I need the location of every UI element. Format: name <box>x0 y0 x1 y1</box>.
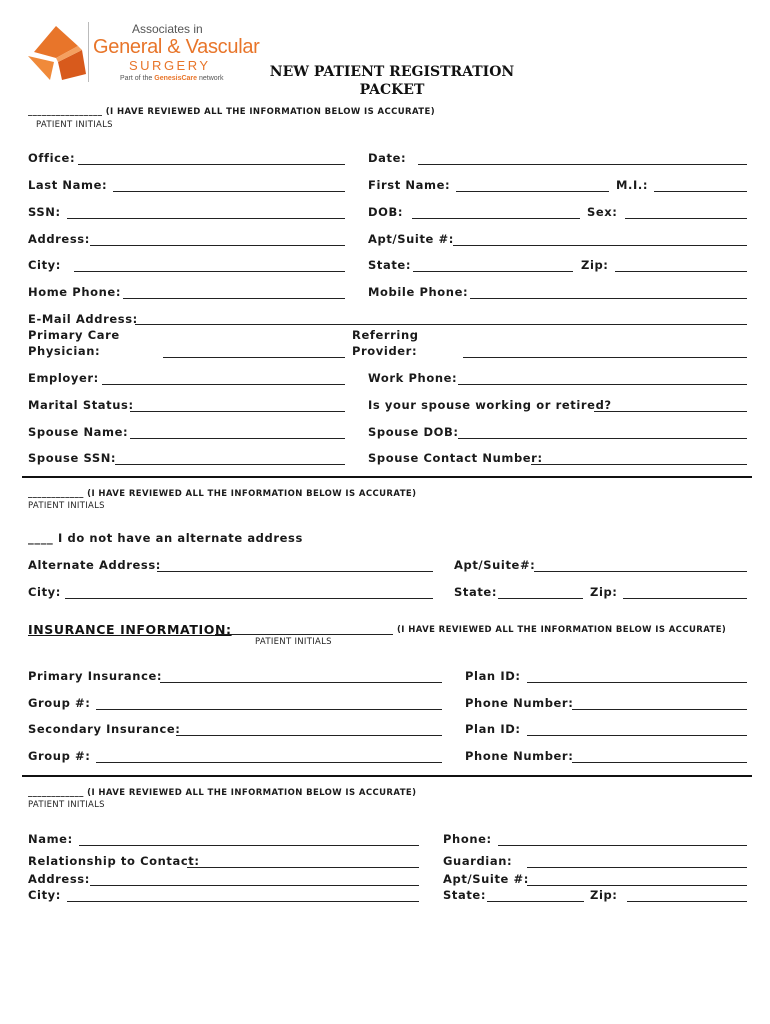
patient-initials-label: PATIENT INITIALS <box>255 637 332 647</box>
alt-city-field[interactable] <box>65 598 433 599</box>
address-label: Address: <box>28 232 90 246</box>
alt-address-field[interactable] <box>157 571 433 572</box>
referring-field[interactable] <box>463 357 747 358</box>
logo-line-2: General & Vascular <box>93 36 260 58</box>
sex-field[interactable] <box>625 218 747 219</box>
city-label: City: <box>28 258 61 272</box>
phone-1-field[interactable] <box>572 709 747 710</box>
sex-label: Sex: <box>587 205 618 219</box>
address-field[interactable] <box>90 245 345 246</box>
logo-line-1: Associates in <box>132 22 203 36</box>
home-phone-label: Home Phone: <box>28 285 122 299</box>
work-phone-label: Work Phone: <box>368 371 458 385</box>
alt-zip-label: Zip: <box>590 585 618 599</box>
attestation-4: ____________ (I HAVE REVIEWED ALL THE INFORMATION BELOW IS ACCURATE) <box>28 788 417 798</box>
primary-insurance-label: Primary Insurance: <box>28 669 163 683</box>
ssn-label: SSN: <box>28 205 61 219</box>
alt-state-field[interactable] <box>498 598 583 599</box>
alt-city-label: City: <box>28 585 61 599</box>
relationship-field[interactable] <box>187 867 419 868</box>
office-label: Office: <box>28 151 76 165</box>
group-1-field[interactable] <box>96 709 442 710</box>
insurance-heading: INSURANCE INFORMATION: <box>28 622 232 637</box>
last-name-field[interactable] <box>113 191 345 192</box>
alt-state-label: State: <box>454 585 498 599</box>
city-field[interactable] <box>74 271 345 272</box>
last-name-label: Last Name: <box>28 178 108 192</box>
patient-initials-label: PATIENT INITIALS <box>28 501 105 511</box>
contact-address-label: Address: <box>28 872 90 886</box>
secondary-insurance-label: Secondary Insurance: <box>28 722 181 736</box>
office-field[interactable] <box>78 164 345 165</box>
alt-zip-field[interactable] <box>623 598 747 599</box>
contact-apt-field[interactable] <box>527 885 747 886</box>
apt-field[interactable] <box>453 245 747 246</box>
marital-label: Marital Status: <box>28 398 134 412</box>
employer-field[interactable] <box>102 384 345 385</box>
state-label: State: <box>368 258 412 272</box>
phone-2-label: Phone Number: <box>465 749 574 763</box>
section-divider <box>22 775 752 777</box>
plan-id-1-field[interactable] <box>527 682 747 683</box>
group-2-label: Group #: <box>28 749 91 763</box>
employer-label: Employer: <box>28 371 99 385</box>
attestation-2: ____________ (I HAVE REVIEWED ALL THE INFORMATION BELOW IS ACCURATE) <box>28 489 417 499</box>
contact-name-field[interactable] <box>79 845 419 846</box>
page-title: NEW PATIENT REGISTRATION PACKET <box>269 64 515 98</box>
plan-id-1-label: Plan ID: <box>465 669 521 683</box>
zip-label: Zip: <box>581 258 609 272</box>
mobile-phone-field[interactable] <box>470 298 747 299</box>
spouse-ssn-field[interactable] <box>115 464 345 465</box>
contact-city-label: City: <box>28 888 61 902</box>
spouse-working-label: Is your spouse working or retired? <box>368 398 612 412</box>
phone-2-field[interactable] <box>572 762 747 763</box>
work-phone-field[interactable] <box>458 384 747 385</box>
zip-field[interactable] <box>615 271 747 272</box>
contact-city-field[interactable] <box>67 901 419 902</box>
alt-apt-label: Apt/Suite#: <box>454 558 536 572</box>
guardian-label: Guardian: <box>443 854 513 868</box>
group-2-field[interactable] <box>96 762 442 763</box>
relationship-label: Relationship to Contact: <box>28 854 200 868</box>
no-alternate-address[interactable]: ____ I do not have an alternate address <box>28 531 303 545</box>
referring-label-2: Provider: <box>352 344 418 358</box>
logo-line-4: Part of the GenesisCare network <box>120 75 224 82</box>
email-field[interactable] <box>135 324 747 325</box>
spouse-dob-label: Spouse DOB: <box>368 425 459 439</box>
date-field[interactable] <box>418 164 747 165</box>
spouse-contact-field[interactable] <box>531 464 747 465</box>
first-name-field[interactable] <box>456 191 609 192</box>
contact-zip-field[interactable] <box>627 901 747 902</box>
plan-id-2-label: Plan ID: <box>465 722 521 736</box>
alt-address-label: Alternate Address: <box>28 558 161 572</box>
apt-label: Apt/Suite #: <box>368 232 454 246</box>
mobile-phone-label: Mobile Phone: <box>368 285 469 299</box>
contact-address-field[interactable] <box>90 885 419 886</box>
date-label: Date: <box>368 151 407 165</box>
spouse-contact-label: Spouse Contact Number: <box>368 451 543 465</box>
spouse-dob-field[interactable] <box>458 438 747 439</box>
pcp-label-1: Primary Care <box>28 328 120 342</box>
dob-label: DOB: <box>368 205 404 219</box>
logo-line-3: SURGERY <box>129 58 211 73</box>
group-1-label: Group #: <box>28 696 91 710</box>
contact-zip-label: Zip: <box>590 888 618 902</box>
section-divider <box>22 476 752 478</box>
guardian-field[interactable] <box>527 867 747 868</box>
contact-state-field[interactable] <box>487 901 584 902</box>
secondary-insurance-field[interactable] <box>176 735 442 736</box>
patient-initials-label: PATIENT INITIALS <box>36 120 113 130</box>
contact-name-label: Name: <box>28 832 73 846</box>
attestation-3: (I HAVE REVIEWED ALL THE INFORMATION BELOW IS ACCURATE) <box>397 625 727 635</box>
state-field[interactable] <box>413 271 573 272</box>
mi-field[interactable] <box>654 191 747 192</box>
alt-apt-field[interactable] <box>534 571 747 572</box>
spouse-working-field[interactable] <box>594 411 747 412</box>
spouse-ssn-label: Spouse SSN: <box>28 451 117 465</box>
insurance-initials-field[interactable] <box>215 634 393 635</box>
contact-phone-field[interactable] <box>498 845 747 846</box>
contact-state-label: State: <box>443 888 487 902</box>
mi-label: M.I.: <box>616 178 649 192</box>
pcp-field[interactable] <box>163 357 345 358</box>
contact-phone-label: Phone: <box>443 832 492 846</box>
contact-apt-label: Apt/Suite #: <box>443 872 529 886</box>
first-name-label: First Name: <box>368 178 451 192</box>
referring-label-1: Referring <box>352 328 419 342</box>
logo-mark-icon <box>26 24 88 82</box>
marital-field[interactable] <box>130 411 345 412</box>
primary-insurance-field[interactable] <box>160 682 442 683</box>
attestation-1: ________________ (I HAVE REVIEWED ALL THE INFORMATION BELOW IS ACCURATE) <box>28 107 435 117</box>
home-phone-field[interactable] <box>123 298 345 299</box>
patient-initials-label: PATIENT INITIALS <box>28 800 105 810</box>
dob-field[interactable] <box>412 218 580 219</box>
email-label: E-Mail Address: <box>28 312 138 326</box>
pcp-label-2: Physician: <box>28 344 101 358</box>
phone-1-label: Phone Number: <box>465 696 574 710</box>
ssn-field[interactable] <box>67 218 345 219</box>
spouse-name-field[interactable] <box>130 438 345 439</box>
spouse-name-label: Spouse Name: <box>28 425 129 439</box>
plan-id-2-field[interactable] <box>527 735 747 736</box>
